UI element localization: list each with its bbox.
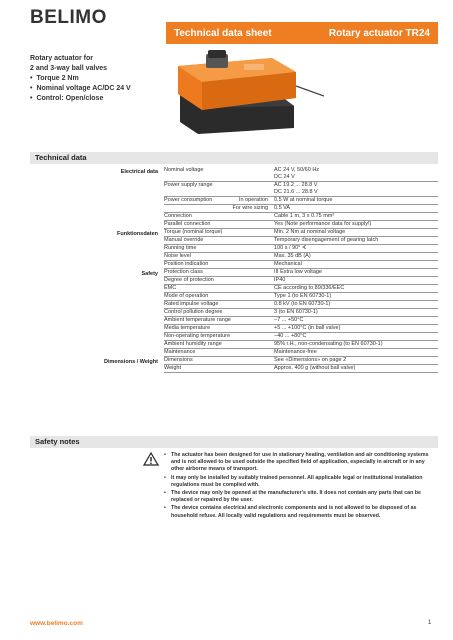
row-value: −7 ... +50°C xyxy=(274,317,304,323)
intro-bullet: • Nominal voltage AC/DC 24 V xyxy=(30,84,170,94)
safety-notes-list xyxy=(164,452,436,521)
row-value: Yes (Note performance data for supply!) xyxy=(274,221,372,227)
row-key: Parallel connection xyxy=(164,221,211,227)
footer-url-link[interactable]: www.belimo.com xyxy=(30,620,83,627)
row-value: +5 ... +100°C (in ball valve) xyxy=(274,325,341,331)
table-row xyxy=(164,261,438,269)
table-row xyxy=(164,309,438,317)
row-value: IP40 xyxy=(274,277,286,283)
row-value: Cable 1 m, 3 x 0.75 mm² xyxy=(274,213,335,219)
row-value: See «Dimensions» on page 2 xyxy=(274,357,347,363)
group-electrical xyxy=(30,167,438,229)
row-key: Power supply range xyxy=(164,182,213,188)
group-functional xyxy=(30,229,438,269)
intro-title-1: Rotary actuator for xyxy=(30,55,94,62)
row-value: Mechanical xyxy=(274,261,302,267)
row-value: 95% r.H., non-condensating (to EN 60730-1) xyxy=(274,341,383,347)
row-key: Connection xyxy=(164,213,192,219)
table-row xyxy=(164,349,438,357)
intro-block xyxy=(30,54,170,104)
row-value: III Extra low voltage xyxy=(274,269,322,275)
row-key: Dimensions xyxy=(164,357,193,363)
row-value-line: AC 24 V, 50/60 Hz xyxy=(274,167,320,173)
section-technical-data: Technical data xyxy=(30,152,438,164)
safety-note: • The actuator has been designed for use in stationary heating, ventilation and air conditioning systems and is not allowed to be used outside the specified field of application, especially in aircraft or in any other airborne means of transport. xyxy=(164,452,436,474)
row-value: Type 1 (to EN 60730-1) xyxy=(274,293,332,299)
row-value xyxy=(274,167,438,181)
row-value: Maintenance-free xyxy=(274,349,317,355)
table-row xyxy=(164,341,438,349)
group-dimensions xyxy=(30,357,438,373)
row-key: Manual override xyxy=(164,237,204,243)
row-value: 0.5 W at nominal torque xyxy=(274,197,333,203)
table-row xyxy=(164,167,438,182)
table-row xyxy=(164,269,438,277)
group-safety xyxy=(30,269,438,357)
table-row xyxy=(164,221,438,229)
row-key: Media temperature xyxy=(164,325,211,331)
safety-note: • The device contains electrical and electronic components and is not allowed to be disposed of as household refuse. All locally valid regulations and requirements must be observed. xyxy=(164,505,436,519)
actuator-product-image xyxy=(168,48,324,136)
table-row xyxy=(164,325,438,333)
row-value: 100 s / 90° ∢ xyxy=(274,245,307,251)
row-key: Running time xyxy=(164,245,197,251)
row-value: Max. 35 dB (A) xyxy=(274,253,311,259)
row-key-sub: In operation xyxy=(238,197,268,203)
row-key-sub: For wire sizing xyxy=(232,205,268,211)
table-row xyxy=(164,229,438,237)
row-key: Noise level xyxy=(164,253,191,259)
row-key: Torque (nominal torque) xyxy=(164,229,223,235)
table-row xyxy=(164,333,438,341)
row-value: 0.5 VA xyxy=(274,205,291,211)
group-label: Safety xyxy=(141,271,158,277)
row-key: Weight xyxy=(164,365,182,371)
table-row xyxy=(164,205,438,213)
section-safety-notes: Safety notes xyxy=(30,436,438,448)
row-value: −40 ... +80°C xyxy=(274,333,307,339)
intro-bullet: • Control: Open/close xyxy=(30,94,170,104)
row-key: Mode of operation xyxy=(164,293,209,299)
row-value: Approx. 400 g (without ball valve) xyxy=(274,365,356,371)
row-key xyxy=(164,197,274,204)
intro-bullets xyxy=(30,74,170,104)
group-label: Funktionsdaten xyxy=(117,231,158,237)
row-value: 3 (to EN 60730-1) xyxy=(274,309,318,315)
row-value-line: DC 24 V xyxy=(274,174,295,180)
table-row xyxy=(164,277,438,285)
safety-note: • The device may only be opened at the manufacturer's site. It does not contain any parts that can be replaced or repaired by the user. xyxy=(164,490,436,504)
table-row xyxy=(164,365,438,373)
row-key: Maintenance xyxy=(164,349,196,355)
technical-data-table xyxy=(30,167,438,373)
table-row xyxy=(164,293,438,301)
row-key: Control pollution degree xyxy=(164,309,223,315)
doc-type-label: Technical data sheet xyxy=(174,27,272,39)
table-row xyxy=(164,285,438,293)
table-row xyxy=(164,253,438,261)
row-key: Non-operating temperature xyxy=(164,333,231,339)
row-key: Position indication xyxy=(164,261,209,267)
row-value-line: AC 19.2 ... 28.8 V xyxy=(274,182,318,188)
intro-title-2: 2 and 3-way ball valves xyxy=(30,65,108,72)
row-value: Min. 2 Nm at nominal voltage xyxy=(274,229,346,235)
product-name: Rotary actuator TR24 xyxy=(328,27,430,39)
table-row xyxy=(164,245,438,253)
table-row xyxy=(164,197,438,205)
row-key: Ambient temperature range xyxy=(164,317,231,323)
group-label: Electrical data xyxy=(120,169,158,175)
row-value: CE according to 89/336/EEC xyxy=(274,285,345,291)
row-key: EMC xyxy=(164,285,177,291)
table-row xyxy=(164,317,438,325)
table-row xyxy=(164,237,438,245)
row-key-main: Power consumption xyxy=(164,197,213,203)
row-value-line: DC 21.6 ... 28.8 V xyxy=(274,189,318,195)
group-label: Dimensions / Weight xyxy=(104,359,158,365)
table-row xyxy=(164,213,438,221)
warning-icon xyxy=(143,452,159,466)
header-bar xyxy=(166,22,438,44)
safety-note: • It may only be installed by suitably trained personnel. All applicable legal or institutional installation regulations must be complied with. xyxy=(164,475,436,489)
belimo-logo xyxy=(30,7,120,28)
row-key: Rated impulse voltage xyxy=(164,301,219,307)
intro-bullet: • Torque 2 Nm xyxy=(30,74,170,84)
row-value xyxy=(274,182,438,196)
row-key: Nominal voltage xyxy=(164,167,204,173)
page-number: 1 xyxy=(428,620,432,626)
row-key: Protection class xyxy=(164,269,203,275)
row-key: Ambient humidity range xyxy=(164,341,222,347)
table-row xyxy=(164,357,438,365)
row-value: Temporary disengagement of gearing latch xyxy=(274,237,379,243)
table-row xyxy=(164,182,438,197)
logo-text: BELIMO xyxy=(30,7,107,28)
row-key: Degree of protection xyxy=(164,277,214,283)
row-value: 0.8 kV (to EN 60730-1) xyxy=(274,301,331,307)
table-row xyxy=(164,301,438,309)
